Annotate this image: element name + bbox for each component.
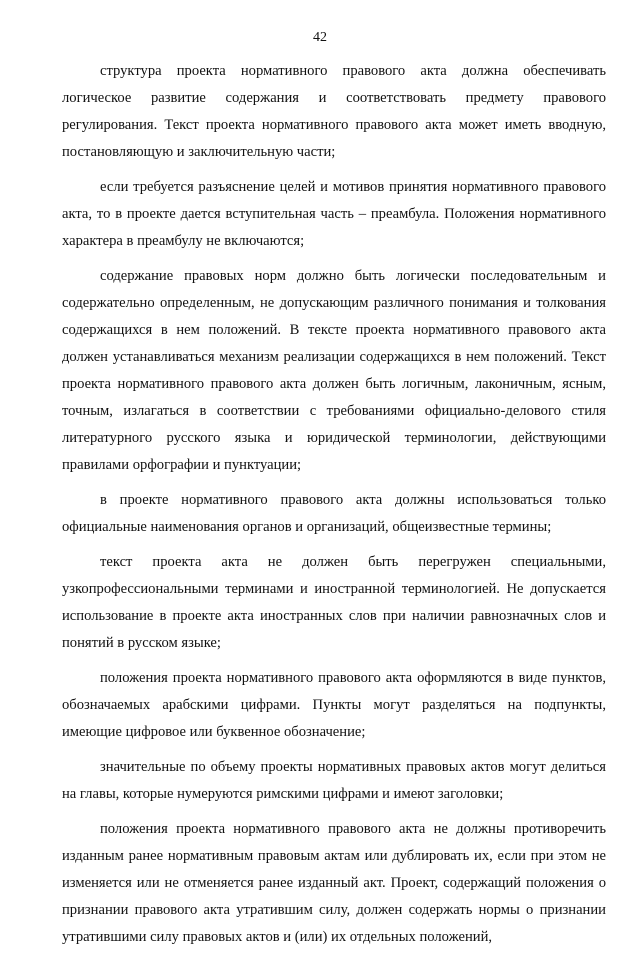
paragraph-norm-content: содержание правовых норм должно быть логически последовательным и содержательно определенным, не допускающим различного понимания и толкования содержащихся в нем положений. В тексте проекта нормативного правового акта должен устанавливаться механизм реализации содержащихся в нем положений. Текст проекта нормативного правового акта должен быть логичным, лаконичным, ясным, точным, излагаться в соответствии с требованиями официально-делового стиля литературного русского языка и юридической терминологии, действующими правилами орфографии и пунктуации;	[62, 268, 606, 473]
document-body	[62, 58, 606, 959]
paragraph-structure: структура проекта нормативного правового акта должна обеспечивать логическое развитие содержания и соответствовать предмету правового регулирования. Текст проекта нормативного правового акта может иметь вводную, постановляющую и заключительную части;	[62, 63, 606, 160]
paragraph-official-names: в проекте нормативного правового акта должны использоваться только официальные наименования органов и организаций, общеизвестные термины;	[62, 492, 606, 535]
page-number: 42	[313, 30, 327, 45]
paragraph-chapters: значительные по объему проекты нормативных правовых актов могут делиться на главы, которые нумеруются римскими цифрами и имеют заголовки;	[62, 759, 606, 802]
paragraph-points: положения проекта нормативного правового акта оформляются в виде пунктов, обозначаемых арабскими цифрами. Пункты могут разделяться на подпункты, имеющие цифровое или буквенное обозначение;	[62, 670, 606, 740]
paragraph-terminology: текст проекта акта не должен быть перегружен специальными, узкопрофессиональными терминами и иностранной терминологией. Не допускается использование в проекте акта иностранных слов при наличии равнозначных слов и понятий в русском языке;	[62, 554, 606, 651]
paragraph-preamble: если требуется разъяснение целей и мотивов принятия нормативного правового акта, то в проекте дается вступительная часть – преамбула. Положения нормативного характера в преамбулу не включаются;	[62, 179, 606, 249]
paragraph-consistency: положения проекта нормативного правового акта не должны противоречить изданным ранее нормативным правовым актам или дублировать их, если при этом не изменяется или не отменяется ранее изданный акт. Проект, содержащий положения о признании правового акта утратившим силу, должен содержать нормы о признании утратившими силу правовых актов и (или) их отдельных положений,	[62, 821, 606, 945]
